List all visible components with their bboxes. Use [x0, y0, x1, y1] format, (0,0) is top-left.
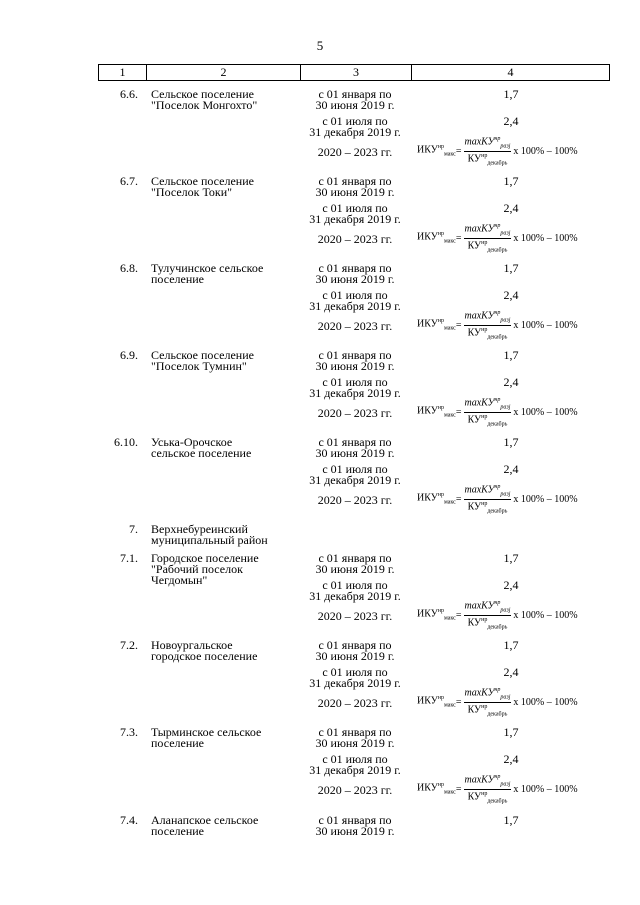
coefficient-value: 2,4	[503, 752, 519, 766]
formula-lhs-sup: нр	[437, 608, 444, 615]
formula-fraction	[464, 397, 512, 427]
formula-lhs-sup: нр	[437, 405, 444, 412]
formula-lhs: $ИКУ^{нр}_{макс}$	[417, 695, 456, 709]
formula-numerator-sub: разj	[500, 607, 511, 614]
formula-numerator-sup: нр	[494, 397, 501, 404]
period-cell: с 01 июля по 31 декабря 2019 г.	[309, 665, 401, 690]
formula-denominator-sup: нр	[481, 703, 488, 710]
settlement-name: Городское поселение "Рабочий поселок Чегдомын"	[151, 551, 259, 587]
settlement-name: Тырминское сельское поселение	[151, 725, 262, 750]
formula-fraction	[464, 310, 512, 340]
formula-numerator: maxКУ$^{нр}_{разj}$	[464, 136, 511, 150]
formula-numerator-sub: разj	[500, 230, 511, 237]
period-cell: 2020 – 2023 гг.	[317, 145, 393, 159]
formula-denominator-sub: декабрь	[487, 333, 508, 340]
table-header	[98, 64, 610, 81]
formula-cell	[417, 600, 612, 630]
formula-eq: =	[455, 232, 462, 244]
formula-fraction	[464, 687, 512, 717]
settlement-name: Верхнебуреинский муниципальный район	[151, 522, 268, 547]
formula-fraction	[464, 484, 512, 514]
period-cell: 2020 – 2023 гг.	[317, 232, 393, 246]
settlement-name: Уська-Орочское сельское поселение	[151, 435, 252, 460]
formula-lhs-sup: нр	[437, 492, 444, 499]
row-number: 6.10.	[114, 435, 138, 449]
formula-denominator-sup: нр	[481, 413, 488, 420]
formula-numerator-sub: разj	[500, 781, 511, 788]
formula-lhs-sup: нр	[437, 231, 444, 238]
formula-denominator: $КУ^{нр}_{декабрь}$	[467, 616, 508, 630]
row-number: 7.4.	[120, 813, 138, 827]
period-cell: с 01 января по 30 июня 2019 г.	[315, 435, 395, 460]
settlement-name: Сельское поселение "Поселок Монгохто"	[151, 87, 258, 112]
formula-denominator: $КУ^{нр}_{декабрь}$	[467, 413, 508, 427]
formula-lhs: $ИКУ^{нр}_{макс}$	[417, 144, 456, 158]
formula-denominator-sub: декабрь	[487, 710, 508, 717]
formula-denominator-sub: декабрь	[487, 507, 508, 514]
period-cell: 2020 – 2023 гг.	[317, 783, 393, 797]
formula-lhs-sub: макс	[444, 615, 456, 622]
formula-numerator-sup: нр	[494, 774, 501, 781]
period-cell: с 01 января по 30 июня 2019 г.	[315, 348, 395, 373]
formula-lhs-sub: макс	[444, 702, 456, 709]
formula-tail: х 100% – 100%	[513, 609, 578, 621]
formula-tail: х 100% – 100%	[513, 493, 578, 505]
settlement-name: Тулучинское сельское поселение	[151, 261, 264, 286]
formula-denominator-sup: нр	[481, 239, 488, 246]
coefficient-value: 1,7	[503, 638, 519, 652]
coefficient-value: 2,4	[503, 578, 519, 592]
period-cell: с 01 января по 30 июня 2019 г.	[315, 638, 395, 663]
period-cell: 2020 – 2023 гг.	[317, 319, 393, 333]
formula-eq: =	[455, 406, 462, 418]
formula-numerator-sup: нр	[494, 310, 501, 317]
period-cell: с 01 января по 30 июня 2019 г.	[315, 87, 395, 112]
formula-denominator-sub: декабрь	[487, 623, 508, 630]
formula-tail: х 100% – 100%	[513, 406, 578, 418]
formula-numerator-sup: нр	[494, 600, 501, 607]
coefficient-value: 1,7	[503, 435, 519, 449]
formula-numerator: maxКУ$^{нр}_{разj}$	[464, 310, 511, 324]
formula-denominator: $КУ^{нр}_{декабрь}$	[467, 790, 508, 804]
formula-numerator: maxКУ$^{нр}_{разj}$	[464, 687, 511, 701]
formula-numerator-sup: нр	[494, 136, 501, 143]
formula-numerator: maxКУ$^{нр}_{разj}$	[464, 223, 511, 237]
coefficient-value: 2,4	[503, 201, 519, 215]
formula-tail: х 100% – 100%	[513, 783, 578, 795]
column-header-1: 1	[99, 65, 147, 80]
formula-denominator-sub: декабрь	[487, 159, 508, 166]
page-number: 5	[316, 38, 324, 53]
formula-denominator-sup: нр	[481, 616, 488, 623]
formula-numerator-sub: разj	[500, 491, 511, 498]
coefficient-value: 2,4	[503, 114, 519, 128]
formula-lhs: $ИКУ^{нр}_{макс}$	[417, 782, 456, 796]
formula-denominator-sup: нр	[481, 790, 488, 797]
formula-numerator-sub: разj	[500, 143, 511, 150]
formula-cell	[417, 687, 612, 717]
coefficient-value: 1,7	[503, 725, 519, 739]
period-cell: с 01 января по 30 июня 2019 г.	[315, 725, 395, 750]
formula-numerator-sup: нр	[494, 484, 501, 491]
formula-denominator: $КУ^{нр}_{декабрь}$	[467, 326, 508, 340]
period-cell: с 01 июля по 31 декабря 2019 г.	[309, 752, 401, 777]
formula-numerator: maxКУ$^{нр}_{разj}$	[464, 774, 511, 788]
formula-lhs-sub: макс	[444, 499, 456, 506]
settlement-name: Аланапское сельское поселение	[151, 813, 259, 838]
formula-lhs-sup: нр	[437, 782, 444, 789]
settlement-name: Сельское поселение "Поселок Токи"	[151, 174, 254, 199]
formula-numerator: maxКУ$^{нр}_{разj}$	[464, 484, 511, 498]
formula-denominator: $КУ^{нр}_{декабрь}$	[467, 239, 508, 253]
coefficient-value: 1,7	[503, 813, 519, 827]
period-cell: 2020 – 2023 гг.	[317, 609, 393, 623]
coefficient-value: 1,7	[503, 174, 519, 188]
period-cell: с 01 января по 30 июня 2019 г.	[315, 261, 395, 286]
period-cell: с 01 июля по 31 декабря 2019 г.	[309, 462, 401, 487]
formula-fraction	[464, 223, 512, 253]
row-number: 6.7.	[120, 174, 138, 188]
row-number: 7.3.	[120, 725, 138, 739]
row-number: 6.6.	[120, 87, 138, 101]
row-number: 7.1.	[120, 551, 138, 565]
period-cell: с 01 июля по 31 декабря 2019 г.	[309, 375, 401, 400]
period-cell: с 01 января по 30 июня 2019 г.	[315, 174, 395, 199]
settlement-name: Сельское поселение "Поселок Тумнин"	[151, 348, 254, 373]
period-cell: 2020 – 2023 гг.	[317, 406, 393, 420]
formula-lhs: $ИКУ^{нр}_{макс}$	[417, 492, 456, 506]
coefficient-value: 2,4	[503, 375, 519, 389]
formula-lhs-sup: нр	[437, 695, 444, 702]
formula-numerator-sub: разj	[500, 694, 511, 701]
formula-eq: =	[455, 783, 462, 795]
formula-tail: х 100% – 100%	[513, 145, 578, 157]
column-header-4: 4	[507, 65, 514, 79]
formula-lhs: $ИКУ^{нр}_{макс}$	[417, 231, 456, 245]
period-cell: 2020 – 2023 гг.	[317, 493, 393, 507]
formula-fraction	[464, 600, 512, 630]
column-header-2: 2	[147, 65, 301, 80]
period-cell: с 01 июля по 31 декабря 2019 г.	[309, 288, 401, 313]
formula-cell	[417, 310, 612, 340]
formula-lhs: $ИКУ^{нр}_{макс}$	[417, 318, 456, 332]
formula-denominator-sup: нр	[481, 152, 488, 159]
formula-fraction	[464, 774, 512, 804]
row-number: 6.9.	[120, 348, 138, 362]
formula-lhs: $ИКУ^{нр}_{макс}$	[417, 405, 456, 419]
coefficient-value: 1,7	[503, 551, 519, 565]
period-cell: с 01 июля по 31 декабря 2019 г.	[309, 114, 401, 139]
coefficient-value: 1,7	[503, 87, 519, 101]
coefficient-value: 1,7	[503, 261, 519, 275]
formula-denominator: $КУ^{нр}_{декабрь}$	[467, 152, 508, 166]
formula-cell	[417, 136, 612, 166]
formula-numerator-sup: нр	[494, 687, 501, 694]
formula-denominator: $КУ^{нр}_{декабрь}$	[467, 500, 508, 514]
formula-eq: =	[455, 493, 462, 505]
formula-cell	[417, 774, 612, 804]
period-cell: с 01 января по 30 июня 2019 г.	[315, 551, 395, 576]
formula-denominator-sub: декабрь	[487, 420, 508, 427]
coefficient-value: 2,4	[503, 462, 519, 476]
formula-lhs-sub: макс	[444, 412, 456, 419]
formula-eq: =	[455, 319, 462, 331]
formula-numerator-sub: разj	[500, 317, 511, 324]
formula-cell	[417, 223, 612, 253]
row-number: 7.2.	[120, 638, 138, 652]
formula-eq: =	[455, 145, 462, 157]
formula-cell	[417, 484, 612, 514]
formula-denominator: $КУ^{нр}_{декабрь}$	[467, 703, 508, 717]
row-number: 6.8.	[120, 261, 138, 275]
row-number: 7.	[129, 522, 138, 536]
formula-lhs-sub: макс	[444, 325, 456, 332]
formula-tail: х 100% – 100%	[513, 232, 578, 244]
formula-numerator: maxКУ$^{нр}_{разj}$	[464, 600, 511, 614]
formula-tail: х 100% – 100%	[513, 319, 578, 331]
coefficient-value: 2,4	[503, 288, 519, 302]
formula-lhs-sub: макс	[444, 151, 456, 158]
formula-lhs-sup: нр	[437, 318, 444, 325]
formula-numerator: maxКУ$^{нр}_{разj}$	[464, 397, 511, 411]
settlement-name: Новоургальское городское поселение	[151, 638, 258, 663]
formula-lhs-sub: макс	[444, 238, 456, 245]
formula-denominator-sup: нр	[481, 326, 488, 333]
formula-lhs: $ИКУ^{нр}_{макс}$	[417, 608, 456, 622]
coefficient-value: 1,7	[503, 348, 519, 362]
coefficient-value: 2,4	[503, 665, 519, 679]
formula-eq: =	[455, 609, 462, 621]
period-cell: с 01 июля по 31 декабря 2019 г.	[309, 201, 401, 226]
period-cell: с 01 июля по 31 декабря 2019 г.	[309, 578, 401, 603]
formula-denominator-sub: декабрь	[487, 797, 508, 804]
formula-tail: х 100% – 100%	[513, 696, 578, 708]
formula-numerator-sub: разj	[500, 404, 511, 411]
formula-denominator-sub: декабрь	[487, 246, 508, 253]
column-header-3: 3	[301, 65, 412, 80]
formula-denominator-sup: нр	[481, 500, 488, 507]
formula-eq: =	[455, 696, 462, 708]
formula-numerator-sup: нр	[494, 223, 501, 230]
period-cell: с 01 января по 30 июня 2019 г.	[315, 813, 395, 838]
period-cell: 2020 – 2023 гг.	[317, 696, 393, 710]
formula-fraction	[464, 136, 512, 166]
formula-lhs-sup: нр	[437, 144, 444, 151]
formula-lhs-sub: макс	[444, 789, 456, 796]
formula-cell	[417, 397, 612, 427]
